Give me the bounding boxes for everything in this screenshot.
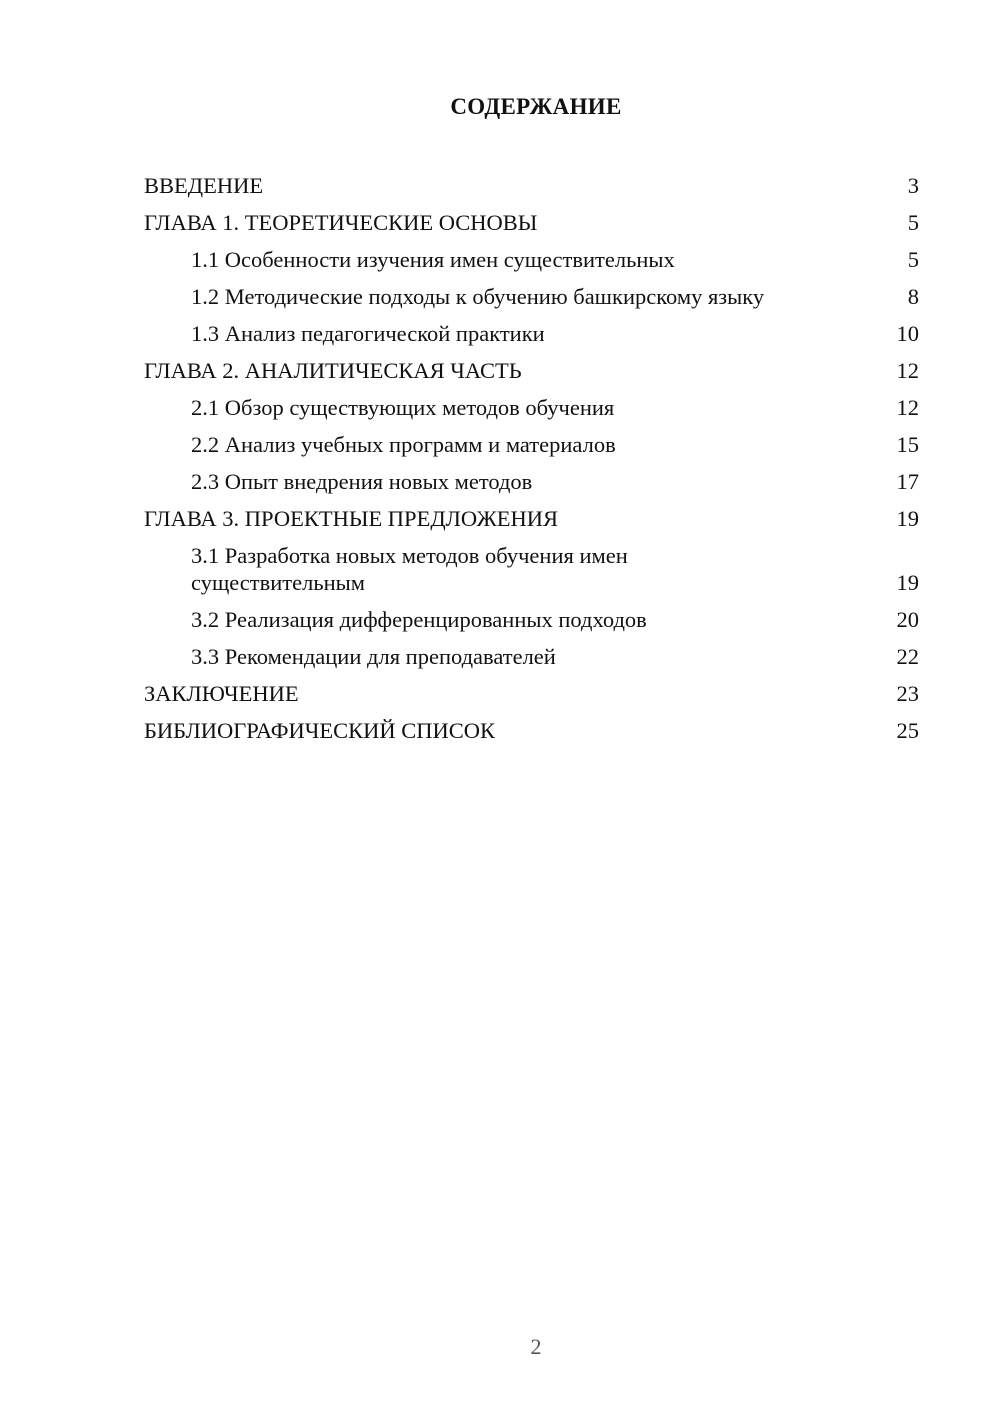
toc-entry-section-2-1[interactable]: [144, 390, 919, 427]
toc-entry-title: ГЛАВА 2. АНАЛИТИЧЕСКАЯ ЧАСТЬ: [144, 358, 522, 383]
toc-entry-title: 2.2 Анализ учебных программ и материалов: [191, 432, 616, 457]
toc-entry-section-1-3[interactable]: [144, 316, 919, 353]
toc-entry-title: 2.1 Обзор существующих методов обучения: [191, 395, 615, 420]
toc-entry-title: ГЛАВА 1. ТЕОРЕТИЧЕСКИЕ ОСНОВЫ: [144, 210, 538, 235]
toc-entry-introduction[interactable]: [144, 168, 919, 205]
page-number: 2: [530, 1334, 542, 1359]
toc-entry-page: 12: [896, 395, 919, 420]
toc-entry-page: 5: [907, 247, 919, 272]
toc-entry-page: 17: [896, 469, 919, 494]
toc-entry-title: 1.1 Особенности изучения имен существительных: [191, 247, 675, 272]
table-of-contents: [144, 168, 919, 750]
toc-entry-section-3-2[interactable]: [144, 602, 919, 639]
toc-entry-page: 15: [896, 432, 919, 457]
toc-entry-page: 20: [896, 606, 919, 632]
page-title: СОДЕРЖАНИЕ: [450, 94, 622, 119]
toc-entry-section-1-1[interactable]: [144, 242, 919, 279]
toc-entry-title: 3.1 Разработка новых методов обучения имен существительным: [191, 543, 628, 595]
toc-entry-title: ЗАКЛЮЧЕНИЕ: [144, 680, 299, 706]
toc-entry-bibliography[interactable]: [144, 713, 919, 750]
toc-entry-title: ВВЕДЕНИЕ: [144, 173, 264, 198]
toc-entry-section-1-2[interactable]: [144, 279, 919, 316]
toc-entry-title: 1.3 Анализ педагогической практики: [191, 321, 545, 346]
toc-entry-page: 19: [896, 569, 919, 595]
toc-entry-title: 3.2 Реализация дифференцированных подходов: [191, 606, 647, 632]
toc-entry-chapter-2[interactable]: [144, 353, 919, 390]
toc-entry-chapter-1[interactable]: [144, 205, 919, 242]
toc-entry-page: 3: [907, 173, 919, 198]
toc-entry-page: 10: [896, 321, 919, 346]
toc-entry-conclusion[interactable]: [144, 676, 919, 713]
toc-entry-section-2-2[interactable]: [144, 427, 919, 464]
toc-entry-title: 1.2 Методические подходы к обучению башкирскому языку: [191, 284, 765, 309]
toc-entry-page: 8: [907, 284, 919, 309]
toc-entry-page: 5: [907, 210, 919, 235]
toc-entry-title: 2.3 Опыт внедрения новых методов: [191, 469, 533, 494]
toc-entry-page: 19: [896, 506, 919, 531]
toc-entry-title: ГЛАВА 3. ПРОЕКТНЫЕ ПРЕДЛОЖЕНИЯ: [144, 506, 559, 531]
toc-entry-section-2-3[interactable]: [144, 464, 919, 501]
toc-entry-page: 22: [896, 643, 919, 669]
toc-entry-chapter-3[interactable]: [144, 501, 919, 538]
toc-entry-page: 23: [896, 680, 919, 706]
toc-entry-section-3-3[interactable]: [144, 639, 919, 676]
toc-entry-section-3-1[interactable]: [144, 538, 919, 602]
toc-entry-page: 12: [896, 358, 919, 383]
toc-entry-title: 3.3 Рекомендации для преподавателей: [191, 643, 556, 669]
toc-entry-title: БИБЛИОГРАФИЧЕСКИЙ СПИСОК: [144, 717, 496, 743]
toc-entry-page: 25: [896, 717, 919, 743]
